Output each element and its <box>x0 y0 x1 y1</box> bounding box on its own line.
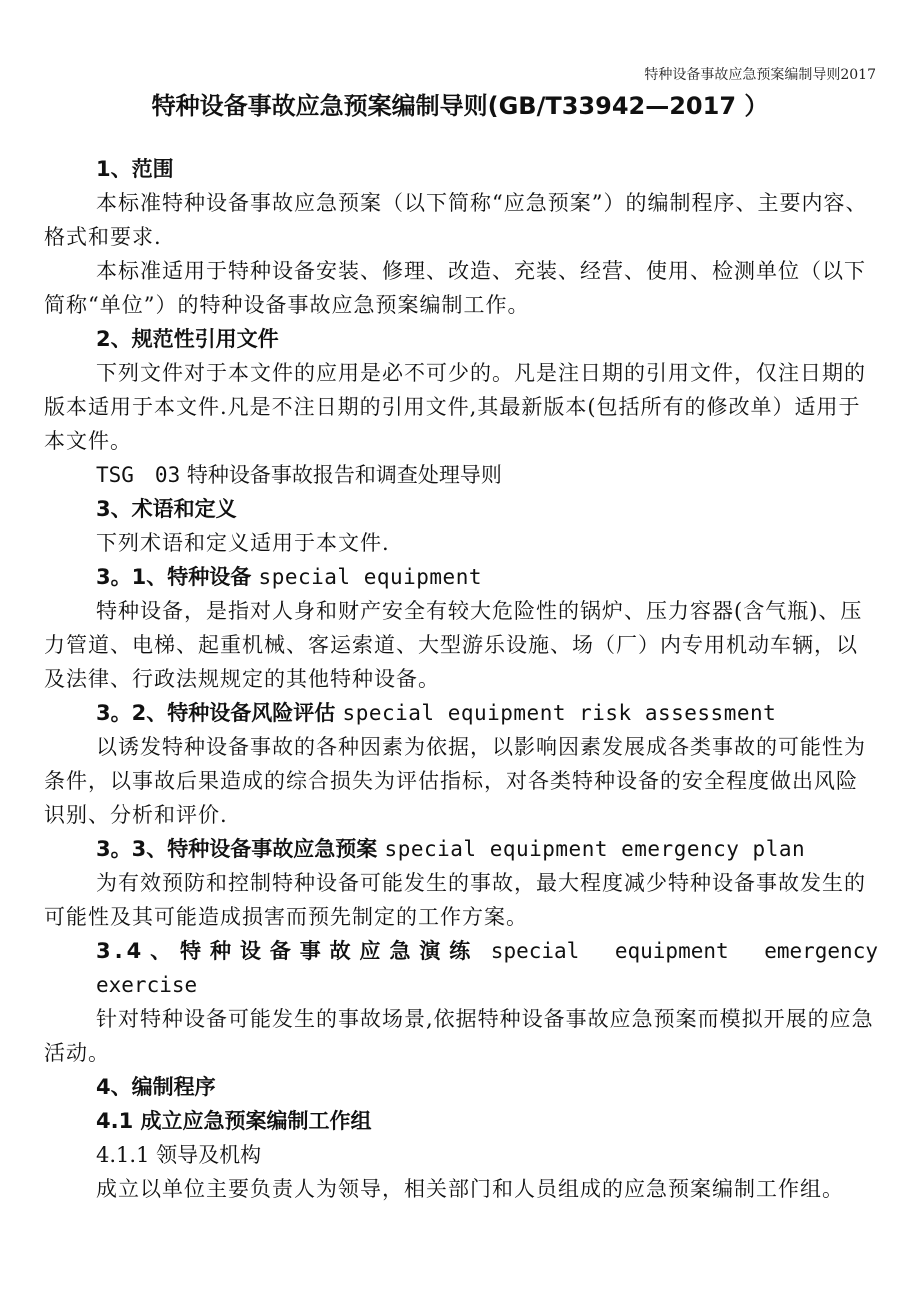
term-3-3-heading <box>44 832 878 866</box>
reference-code: TSG 03 <box>96 463 181 487</box>
running-header: 特种设备事故应急预案编制导则2017 <box>644 67 876 83</box>
term-3-1-heading <box>44 560 878 594</box>
term-3-3-definition: 为有效预防和控制特种设备可能发生的事故，最大程度减少特种设备事故发生的可能性及其可能造成损害而预先制定的工作方案。 <box>44 871 866 929</box>
document-title: 特种设备事故应急预案编制导则(GB/T33942—2017 ） <box>151 92 769 120</box>
section-4-1-heading: 4.1 成立应急预案编制工作组 <box>96 1109 372 1133</box>
section-3-heading: 3、术语和定义 <box>96 497 237 521</box>
term-3-1-title: 3。1、特种设备 <box>96 565 252 589</box>
term-3-1-definition: 特种设备，是指对人身和财产安全有较大危险性的锅炉、压力容器(含气瓶)、压力管道、电梯、起重机械、客运索道、大型游乐设施、场（厂）内专用机动车辆，以及法律、行政法规规定的其他特种设备。 <box>44 599 863 691</box>
reference-title: 特种设备事故报告和调查处理导则 <box>186 463 502 487</box>
term-3-3-title: 3。3、特种设备事故应急预案 <box>96 837 378 861</box>
normative-reference <box>44 458 878 492</box>
term-3-2-english: special equipment risk assessment <box>342 701 777 725</box>
term-3-2-definition: 以诱发特种设备事故的各种因素为依据，以影响因素发展成各类事故的可能性为条件，以事故后果造成的综合损失为评估指标，对各类特种设备的安全程度做出风险识别、分析和评价. <box>44 735 866 827</box>
section-1-heading: 1、范围 <box>96 157 174 181</box>
term-3-1-english: special equipment <box>258 565 482 589</box>
term-3-3-english: special equipment emergency plan <box>384 837 806 861</box>
document-body <box>44 152 878 1206</box>
term-3-4-title: 3.4、特种设备事故应急演练 <box>96 939 480 963</box>
term-3-2-title: 3。2、特种设备风险评估 <box>96 701 336 725</box>
term-3-2-heading <box>44 696 878 730</box>
term-3-4-definition: 针对特种设备可能发生的事故场景,依据特种设备事故应急预案而模拟开展的应急活动。 <box>44 1007 874 1065</box>
section-4-heading: 4、编制程序 <box>96 1075 216 1099</box>
section-2-heading: 2、规范性引用文件 <box>96 327 279 351</box>
section-3-paragraph-1: 下列术语和定义适用于本文件. <box>96 531 390 555</box>
term-3-4-heading <box>44 934 878 1002</box>
section-4-1-1-paragraph: 成立以单位主要负责人为领导，相关部门和人员组成的应急预案编制工作组。 <box>96 1177 844 1201</box>
section-1-paragraph-2: 本标准适用于特种设备安装、修理、改造、充装、经营、使用、检测单位（以下简称“单位”）的特种设备事故应急预案编制工作。 <box>44 259 866 317</box>
section-2-paragraph-1: 下列文件对于本文件的应用是必不可少的。凡是注日期的引用文件，仅注日期的版本适用于本文件.凡是不注日期的引用文件,其最新版本(包括所有的修改单）适用于本文件。 <box>44 361 866 453</box>
term-3-4-english: special equipment emergency exercise <box>96 939 878 997</box>
section-1-paragraph-1: 本标准特种设备事故应急预案（以下简称“应急预案”）的编制程序、主要内容、格式和要求. <box>44 191 868 249</box>
section-4-1-1-heading: 4.1.1 领导及机构 <box>96 1143 262 1167</box>
